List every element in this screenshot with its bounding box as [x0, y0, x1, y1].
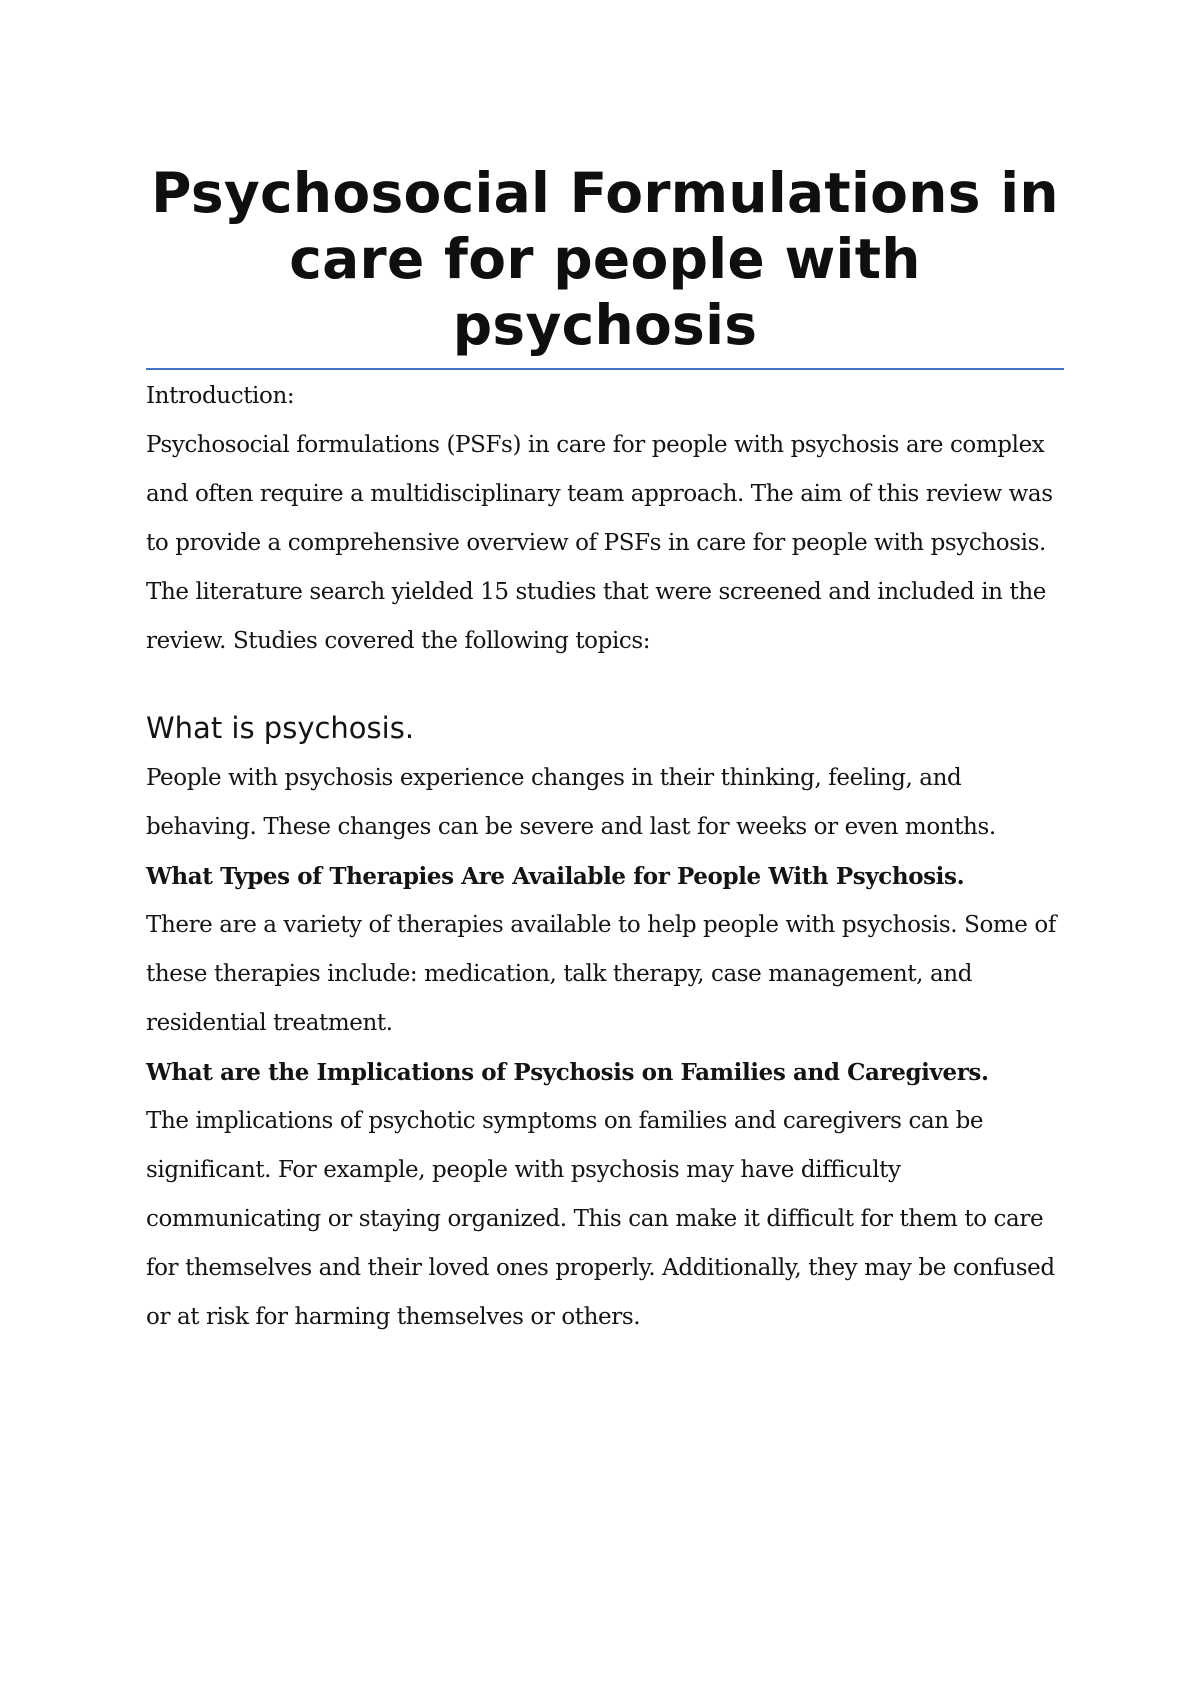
section-heading-what-is-psychosis: What is psychosis.	[146, 711, 415, 745]
introduction-label: Introduction:	[146, 383, 295, 409]
therapies-paragraph: There are a variety of therapies available to help people with psychosis. Some of these therapies include: medication, talk therapy, case management, and residential treatment.	[146, 912, 1056, 1036]
title-underline-rule	[146, 368, 1064, 370]
literature-search-paragraph: The literature search yielded 15 studies that were screened and included in the review. Studies covered the following topics:	[146, 579, 1046, 654]
introduction-paragraph: Psychosocial formulations (PSFs) in care for people with psychosis are complex and often require a multidisciplinary team approach. The aim of this review was to provide a comprehensive overview of PSFs in care for people with psychosis.	[146, 432, 1053, 556]
section-heading-therapies: What Types of Therapies Are Available for People With Psychosis.	[146, 863, 965, 890]
document-body	[146, 160, 1064, 1342]
implications-paragraph: The implications of psychotic symptoms on families and caregivers can be significant. For example, people with psychosis may have difficulty communicating or staying organized. This can make it difficult for them to care for themselves and their loved ones properly. Additionally, they may be confused or at risk for harming themselves or others.	[146, 1108, 1055, 1330]
section-spacer	[146, 666, 1064, 710]
section-heading-implications: What are the Implications of Psychosis on Families and Caregivers.	[146, 1059, 989, 1086]
document-title: Psychosocial Formulations in care for people with psychosis	[151, 161, 1059, 357]
what-is-psychosis-paragraph: People with psychosis experience changes in their thinking, feeling, and behaving. These changes can be severe and last for weeks or even months.	[146, 765, 996, 840]
